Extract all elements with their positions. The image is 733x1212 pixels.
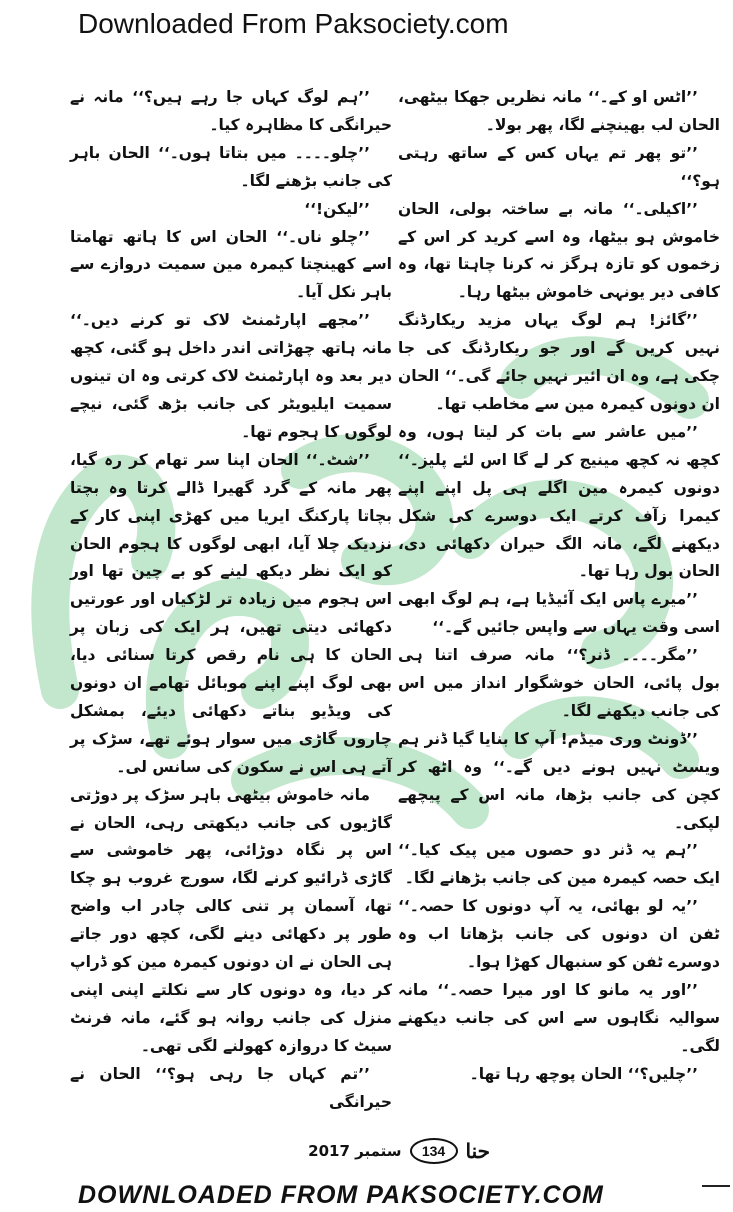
paragraph: ’’گائز! ہم لوگ یہاں مزید ریکارڈنگ نہیں کریں گے اور جو ریکارڈنگ کی جا چکی ہے، وہ ان ائیر نہیں جائے گی۔‘‘ الحان ان دونوں کیمرہ مین سے مخاطب تھا۔ (398, 311, 720, 413)
paragraph: ’’میں عاشر سے بات کر لیتا ہوں، وہ کچھ نہ کچھ مینیج کر لے گا اس لئے پلیز۔‘‘ دونوں کیمرہ مین اگلے ہی پل اپنے اپنے کیمرا زآف کرتے ایک دوسرے کی شکل دیکھنے لگے، مانہ الگ حیران دکھائی دی، الحان بول رہا تھا۔ (398, 422, 720, 581)
left-column (70, 84, 392, 1117)
magazine-logo: حنا (465, 1139, 490, 1163)
paragraph: ’’تم کہاں جا رہی ہو؟‘‘ الحان نے حیرانگی (70, 1064, 392, 1111)
paragraph: ’’میرے پاس ایک آئیڈیا ہے، ہم لوگ ابھی اسی وقت یہاں سے واپس جائیں گے۔‘‘ (398, 590, 720, 637)
issue-date: ستمبر 2017 (308, 1142, 402, 1160)
paragraph: ’’ہم یہ ڈنر دو حصوں میں پیک کیا۔‘‘ ایک حصہ کیمرہ مین کی جانب بڑھانے لگا۔ (398, 841, 720, 888)
paragraph: ’’اکیلی۔‘‘ مانہ بے ساختہ بولی، الحان خاموش ہو بیٹھا، وہ اسے کرید کر اس کے زخموں کو تازہ ہرگز نہ کرنا چاہتا تھا، وہ کافی دیر یونہی خاموش بیٹھا رہا۔ (398, 199, 720, 302)
paragraph: ’’مگر۔۔۔۔ ڈنر؟‘‘ مانہ صرف اتنا ہی بول پائی، الحان خوشگوار انداز میں اس کی جانب دیکھنے لگا۔ (398, 646, 720, 720)
paragraph: ’’لیکن!‘‘ (304, 199, 370, 218)
paragraph: مانہ خاموش بیٹھی باہر سڑک پر دوڑتی گاڑیوں کی جانب دیکھتی رہی، الحان نے اس پر نگاہ دوڑائی، پھر خاموشی سے گاڑی ڈرائیو کرنے لگا، سورج غروب ہو چکا تھا، آسمان پر تنی کالی چادر اب واضح طور پر دکھائی دینے لگی، کچھ دور جاتے ہی الحان نے ان دونوں کیمرہ مین کو ڈراپ کر دیا، وہ دونوں کار سے نکلتے اپنی اپنی منزل کی جانب روانہ ہو گئے، مانہ فرنٹ سیٹ کا دروازہ کھولنے لگی تھی۔ (70, 785, 392, 1055)
paragraph: ’’چلو۔۔۔۔ میں بتاتا ہوں۔‘‘ الحان باہر کی جانب بڑھنے لگا۔ (70, 143, 392, 190)
paragraph: ’’اٹس او کے۔‘‘ مانہ نظریں جھکا بیٹھی، الحان لب بھینچنے لگا، پھر بولا۔ (398, 88, 720, 134)
paragraph: ’’تو پھر تم یہاں کس کے ساتھ رہتی ہو؟‘‘ (398, 143, 720, 190)
divider-rule (702, 1185, 730, 1187)
page-header: Downloaded From Paksociety.com (78, 8, 509, 39)
paragraph: ’’ہم لوگ کہاں جا رہے ہیں؟‘‘ مانہ نے حیرانگی کا مظاہرہ کیا۔ (70, 88, 392, 134)
page-footer (290, 1136, 490, 1166)
paragraph: ’’چلیں؟‘‘ الحان پوچھ رہا تھا۔ (469, 1064, 698, 1083)
paragraph: ’’شٹ۔‘‘ الحان اپنا سر تھام کر رہ گیا، پھر مانہ کے گرد گھیرا ڈالے کرتا وہ بچتا بچاتا پارکنگ ایریا میں کھڑی اپنی کار کے نزدیک چلا آیا، ابھی لوگوں کا ہجوم الحان کو ایک نظر دیکھ لینے کو بے چین تھا اور اس ہجوم میں زیادہ تر لڑکیاں اور عورتیں دکھائی دیتی تھیں، ہر ایک کی زبان پر الحان کا ہی نام رقص کرتا سنائی دیا، بھی لوگ اپنے اپنے موبائل تھامے ان دونوں کی ویڈیو بناتے دکھائی دیئے، بمشکل چاروں گاڑی میں سوار ہوئے تھے، سڑک پر آتے ہی اس نے سکون کی سانس لی۔ (70, 450, 392, 776)
right-column (398, 84, 720, 1089)
paragraph: ’’اور یہ مانو کا اور میرا حصہ۔‘‘ مانہ سوالیہ نگاہوں سے اس کی جانب دیکھنے لگی۔ (398, 981, 720, 1055)
paragraph: ’’یہ لو بھائی، یہ آپ دونوں کا حصہ۔‘‘ ٹفن ان دونوں کی جانب بڑھاتا اب وہ دوسرے ٹفن کو سنبھال کھڑا ہوا۔ (398, 897, 720, 972)
paragraph: ’’مجھے اپارٹمنٹ لاک تو کرنے دیں۔‘‘ مانہ ہاتھ چھڑاتی اندر داخل ہو گئی، کچھ دیر بعد وہ اپارٹمنٹ لاک کرتی وہ ان تینوں سمیت ایلیویٹر کی جانب بڑھ گئی، نیچے لوگوں کا ہجوم تھا۔ (70, 311, 392, 441)
bottom-banner: DOWNLOADED FROM PAKSOCIETY.COM (78, 1181, 604, 1209)
paragraph: ’’ڈونٹ وری میڈم! آپ کا بنایا گیا ڈنر ہم ویسٹ نہیں ہونے دیں گے۔‘‘ وہ اٹھ کر کچن کی جانب بڑھا، مانہ اس کے پیچھے لپکی۔ (398, 729, 720, 832)
paragraph: ’’چلو ناں۔‘‘ الحان اس کا ہاتھ تھامتا اسے کھینچتا کیمرہ مین سمیت دروازے سے باہر نکل آیا۔ (70, 227, 392, 302)
page-number: 134 (410, 1138, 458, 1164)
